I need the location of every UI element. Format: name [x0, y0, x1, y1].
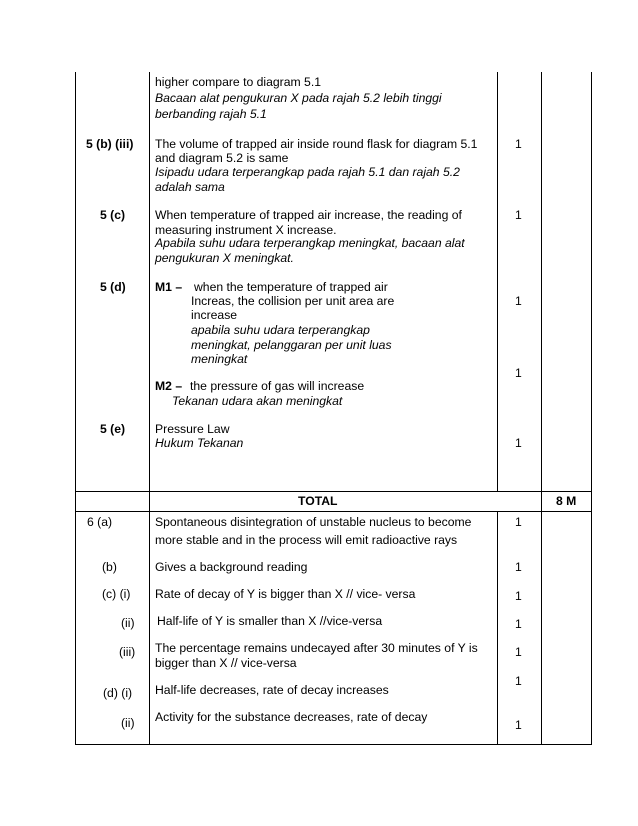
answer-6d1: Half-life decreases, rate of decay increases	[155, 683, 389, 697]
question-label-6c1: (c) (i)	[102, 587, 131, 601]
mark-5b3: 1	[515, 137, 522, 151]
mark-6d1: 1	[515, 674, 522, 688]
question-label-6c3: (iii)	[119, 645, 136, 659]
question-label-6b: (b)	[102, 560, 117, 574]
answer-6d2: Activity for the substance decreases, rate of decay	[155, 710, 428, 724]
answer-5d-m1-malay: apabila suhu udara terperangkap	[191, 323, 370, 337]
mark-5e: 1	[515, 436, 522, 450]
answer-5d-m1-malay: meningkat, pelanggaran per unit luas	[191, 338, 392, 352]
answer-5c-malay: Apabila suhu udara terperangkap meningkat, bacaan alat	[155, 236, 465, 250]
answer-5d-m1-english: Increas, the collision per unit area are	[191, 294, 395, 308]
answer-5b2-english: higher compare to diagram 5.1	[155, 75, 321, 89]
answer-5d-m1-malay: meningkat	[191, 352, 248, 366]
question-label-5b3: 5 (b) (iii)	[86, 137, 134, 151]
mark-6c3: 1	[515, 645, 522, 659]
answer-5c-english: measuring instrument X increase.	[155, 223, 337, 237]
answer-6c2: Half-life of Y is smaller than X //vice-versa	[157, 614, 383, 628]
point-m2-tag: M2 –	[155, 379, 183, 393]
mark-6d2: 1	[515, 718, 522, 732]
answer-5e-english: Pressure Law	[155, 422, 230, 436]
mark-5d-m2: 1	[515, 366, 522, 380]
answer-6a: more stable and in the process will emit radioactive rays	[155, 533, 458, 547]
table-border-left	[75, 72, 76, 745]
table-divider-label	[149, 72, 150, 745]
answer-5c-malay: pengukuran X meningkat.	[155, 251, 294, 265]
mark-5d-m1: 1	[515, 294, 522, 308]
table-divider-answer	[497, 72, 498, 491]
table-border-bottom	[75, 744, 592, 745]
answer-5b3-malay: adalah sama	[155, 180, 225, 194]
question-label-6a: 6 (a)	[87, 515, 113, 529]
question-label-6d2: (ii)	[121, 716, 135, 730]
answer-5d-m1-english: when the temperature of trapped air	[194, 280, 388, 294]
total-marks: 8 M	[556, 494, 577, 508]
point-m1-tag: M1 –	[155, 280, 183, 294]
mark-5c: 1	[515, 208, 522, 222]
answer-5b3-malay: Isipadu udara terperangkap pada rajah 5.1 dan rajah 5.2	[155, 165, 460, 179]
question-label-5e: 5 (e)	[100, 422, 126, 436]
mark-6c1: 1	[515, 589, 522, 603]
question-label-6c2: (ii)	[121, 616, 135, 630]
answer-5d-m1-english: increase	[191, 308, 238, 322]
answer-5e-malay: Hukum Tekanan	[155, 436, 244, 450]
answer-5b2-malay: berbanding rajah 5.1	[155, 107, 267, 121]
table-divider-answer-lower	[497, 511, 498, 745]
question-label-5d: 5 (d)	[100, 280, 126, 294]
mark-6c2: 1	[515, 617, 522, 631]
answer-6c3: The percentage remains undecayed after 30 minutes of Y is	[155, 641, 478, 655]
answer-5b2-malay: Bacaan alat pengukuran X pada rajah 5.2 lebih tinggi	[155, 91, 442, 105]
question-label-5c: 5 (c)	[100, 208, 126, 222]
table-row-divider	[75, 491, 592, 492]
mark-6a: 1	[515, 515, 522, 529]
answer-5d-m2-malay: Tekanan udara akan meningkat	[172, 394, 343, 408]
table-divider-mark	[541, 72, 542, 745]
total-label: TOTAL	[298, 494, 338, 508]
answer-5b3-english: The volume of trapped air inside round flask for diagram 5.1	[155, 137, 478, 151]
question-label-6d1: (d) (i)	[103, 686, 133, 700]
answer-6a: Spontaneous disintegration of unstable nucleus to become	[155, 515, 472, 529]
answer-6c1: Rate of decay of Y is bigger than X // vice- versa	[155, 587, 416, 601]
answer-5d-m2-english: the pressure of gas will increase	[190, 379, 365, 393]
table-row-divider	[75, 511, 592, 512]
answer-6b: Gives a background reading	[155, 560, 308, 574]
answer-5c-english: When temperature of trapped air increase, the reading of	[155, 208, 462, 222]
answer-5b3-english: and diagram 5.2 is same	[155, 151, 289, 165]
mark-6b: 1	[515, 560, 522, 574]
table-border-right	[591, 72, 592, 745]
answer-6c3: bigger than X // vice-versa	[155, 656, 297, 670]
